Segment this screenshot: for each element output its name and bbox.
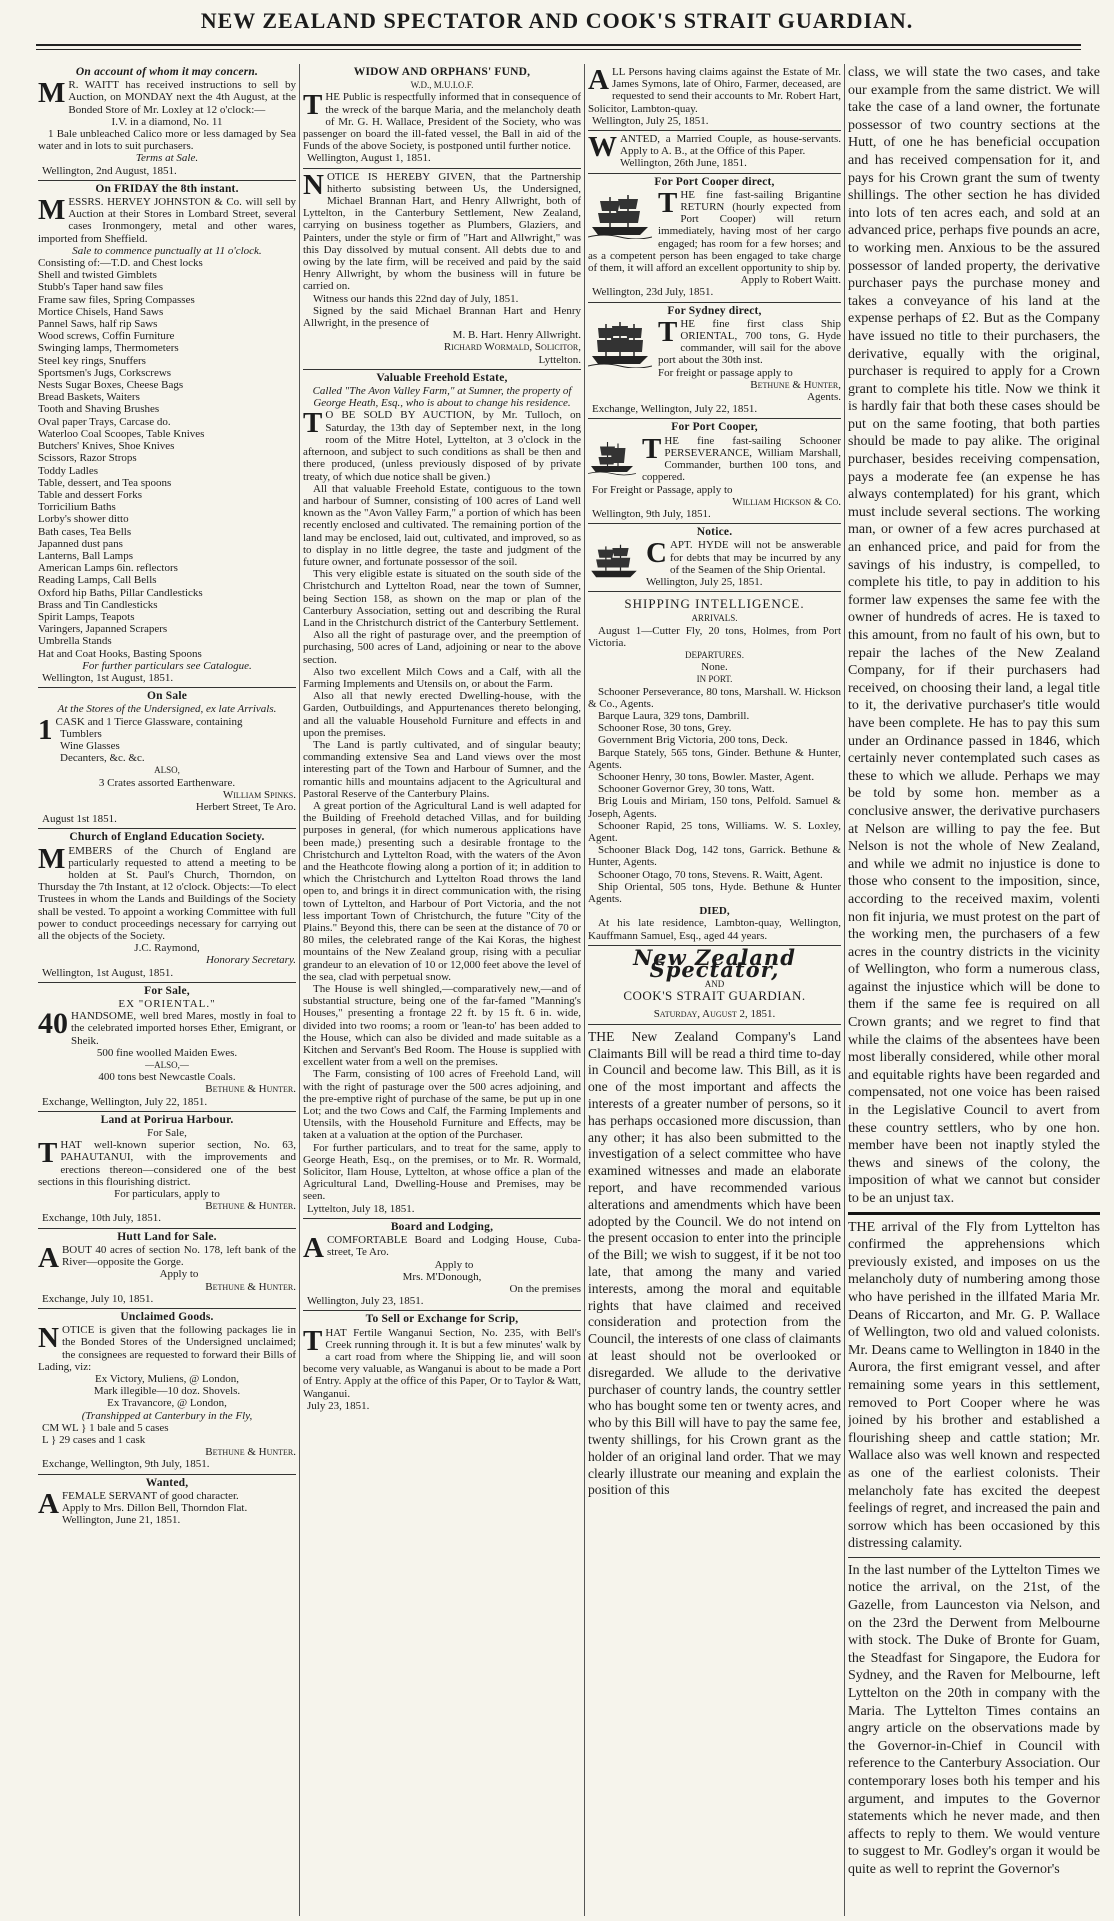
item-list-entry: Table, dessert, and Tea spoons xyxy=(38,476,172,489)
advert-mark: L } 29 cases and 1 cask xyxy=(42,1433,146,1446)
drop-cap: T xyxy=(38,1137,58,1170)
advert-date: Exchange, July 10, 1851. xyxy=(42,1292,154,1305)
advert-apply: Apply to xyxy=(159,1268,199,1281)
advert-address: On the premises xyxy=(509,1282,581,1295)
advert-port-cooper-perseverance xyxy=(588,419,841,524)
item-list-entry: Oval paper Trays, Carcase do. xyxy=(38,415,171,428)
advert-subtitle: Called "The Avon Valley Farm," at Sumner, the property of George Heath, Esq., who is about to change his residence. xyxy=(312,385,572,410)
item-list-entry: Wood screws, Coffin Furniture xyxy=(38,330,175,343)
drop-cap: M xyxy=(38,842,66,875)
advert-title: On Sale xyxy=(146,690,188,703)
advert-line: 500 fine woolled Maiden Ewes. xyxy=(96,1046,238,1059)
advert-date: Wellington, June 21, 1851. xyxy=(61,1514,181,1527)
item-list-entry: Spirit Lamps, Teapots xyxy=(38,610,135,623)
advert-apply: Apply to Robert Waitt. xyxy=(740,274,841,287)
advert-sale-time: Sale to commence punctually at 11 o'clock. xyxy=(72,244,262,257)
advert-title: For Sydney direct, xyxy=(667,304,762,317)
advert-title: Church of England Education Society. xyxy=(69,831,265,844)
advert-date: Wellington, July 23, 1851. xyxy=(307,1295,424,1308)
masthead-rule-thin xyxy=(36,49,1081,50)
advert-title: On FRIDAY the 8th instant. xyxy=(95,182,239,195)
advert-board-lodging xyxy=(303,1219,581,1311)
advert-title: Land at Porirua Harbour. xyxy=(100,1113,234,1126)
advert-scrip xyxy=(303,1311,581,1415)
advert-signature: J.C. Raymond, xyxy=(134,942,200,955)
column-divider xyxy=(844,64,845,1916)
advert-date: July 23, 1851. xyxy=(307,1399,370,1412)
advert-paragraph: The Farm, consisting of 100 acres of Freehold Land, will with the right of pasturage over the 500 acres adjoining, and the pre-emptive right of purchase of the same, be put up in one Lot; and the two Cows and Calf, the Farming Implements and Utensils, with the Household Furniture and Effects, may be taken at a valuation at the option of the Purchaser. xyxy=(303,1068,581,1142)
item-list-entry: Oxford hip Baths, Pillar Candlesticks xyxy=(38,586,203,599)
advert-role: Agents. xyxy=(807,391,841,404)
advert-terms: Terms at Sale. xyxy=(135,152,199,165)
advert-body: COMFORTABLE Board and Lodging House, Cuba-street, Te Aro. xyxy=(326,1234,581,1259)
drop-cap: A xyxy=(588,64,609,96)
advert-freehold-estate xyxy=(303,370,581,1219)
ship-icon xyxy=(588,541,640,581)
drop-cap: N xyxy=(38,1322,59,1355)
item-list-entry: Varingers, Japanned Scrapers xyxy=(38,623,168,636)
advert-also: —ALSO,— xyxy=(145,1060,189,1071)
advert-date: Exchange, Wellington, July 22, 1851. xyxy=(42,1095,208,1108)
advert-line: Ex Victory, Muliens, @ London, xyxy=(95,1372,239,1385)
death-notice: At his late residence, Lambton-quay, Wellington, Kauffmann Samuel, Esq., aged 44 years. xyxy=(588,917,841,942)
advert-line: Mark illegible—10 doz. Shovels. xyxy=(93,1385,241,1398)
drop-cap: A xyxy=(38,1487,59,1520)
item-list-entry: Butchers' Knives, Shoe Knives xyxy=(38,440,175,453)
advert-title: For Port Cooper, xyxy=(671,421,758,434)
shipping-entry: Barque Stately, 565 tons, Ginder. Bethune & Hunter, Agents. xyxy=(588,746,841,771)
advert-for-sale-oriental xyxy=(38,983,296,1112)
advert-date: Wellington, 1st August, 1851. xyxy=(42,671,174,684)
item-list-entry: Scissors, Razor Strops xyxy=(38,452,137,465)
shipping-entry: None. xyxy=(701,661,728,674)
advert-title: Notice. xyxy=(696,526,733,539)
advert-address: Herbert Street, Te Aro. xyxy=(195,800,296,813)
advert-line: 400 tons best Newcastle Coals. xyxy=(98,1071,236,1084)
advert-friday-sale xyxy=(38,181,296,688)
advert-body: OTICE IS HEREBY GIVEN, that the Partnership hitherto subsisting between Us, the Undersigned, Michael Brannan Hart, and Henry Allwright, both of Lyttelton, in the Canterbury Settlement, New Zealand, carrying on business together as Plumbers, Glaziers, and Painters, under the style or firm of "Hart and Allwright," was this Day dissolved by mutual consent. All debts due to and owing by the late firm, will be received and paid by the said Henry Allwright, by whom the business will in future be carried on. xyxy=(303,170,581,293)
column-1 xyxy=(38,64,296,1916)
advert-date: Wellington, 1st August, 1851. xyxy=(42,966,174,979)
advert-signature: M. B. Hart. Henry Allwright. xyxy=(452,329,581,342)
shipping-entry: Barque Laura, 329 tons, Dambrill. xyxy=(598,709,750,722)
item-list-entry: Bath cases, Tea Bells xyxy=(38,525,132,538)
shipping-entry: Schooner Black Dog, 142 tons, Garrick. Bethune & Hunter, Agents. xyxy=(588,844,841,869)
advert-signature: Bethune & Hunter. xyxy=(205,1200,296,1213)
divider xyxy=(848,1557,1100,1558)
item-list-entry: Bread Baskets, Waiters xyxy=(38,391,140,404)
shipping-entry: Government Brig Victoria, 200 tons, Deck. xyxy=(598,734,788,747)
advert-hyde-notice xyxy=(588,524,841,592)
shipping-entry: Schooner Otago, 70 tons, Stevens. R. Waitt, Agent. xyxy=(598,868,823,881)
advert-mark: CM WL } 1 bale and 5 cases xyxy=(42,1421,169,1434)
advert-signature: Mrs. M'Donough, xyxy=(402,1270,482,1283)
advert-symons-estate xyxy=(588,64,841,131)
advert-body: EMBERS of the Church of England are particularly requested to attend a meeting to be holden at St. Paul's Church, Thorndon, on Thursday the 7th Instant, at 12 o'clock. Objects:—To elect Trustees in whom the Lands and Buildings of the Society shall be vested. To appoint a working Committee with full power to conduct proceedings necessary for carrying out all the objects of the Society. xyxy=(38,844,296,943)
drop-cap: T xyxy=(658,186,678,219)
advert-line: 3 Crates assorted Earthenware. xyxy=(98,776,236,789)
editorial-paragraph: In the last number of the Lyttelton Times we notice the arrival, on the 21st, of the Gazelle, from Launceston via Nelson, and on the 23rd the Derwent from Melbourne with stock. The Duke of Bronte for Guam, the Steadfast for Singapore, the Eudora for Sydney, and the Raven for Melbourne, left Lyttelton on the 20th in company with the Maria. The Lyttelton Times contains an angry article on the observations made by the Governor-in-Chief in Council with reference to the Canterbury Association. Our contemporary loses both his temper and his argument, and imputes to the Governor statements which he never made, and then affects to reply to them. We would venture to suggest to Mr. Godley's organ it would be quite as well to reprint the Governor's xyxy=(848,1562,1100,1877)
item-list-entry: Decanters, &c. &c. xyxy=(60,752,145,765)
item-list-entry: Frame saw files, Spring Compasses xyxy=(38,293,195,306)
advert-subtitle: At the Stores of the Undersigned, ex late Arrivals. xyxy=(57,703,277,716)
advert-date: August 1st 1851. xyxy=(42,813,117,826)
shipping-entry: Schooner Henry, 30 tons, Bowler. Master, Agent. xyxy=(598,770,815,783)
drop-cap: M xyxy=(38,194,66,227)
item-list-entry: Wine Glasses xyxy=(60,739,120,752)
item-list-entry: Stubb's Taper hand saw files xyxy=(38,281,164,294)
item-list-entry: Pannel Saws, half rip Saws xyxy=(38,318,158,331)
advert-body: OTICE is given that the following packages lie in the Bonded Stores of the Undersigned unclaimed; the consignees are requested to forward their Bills of Lading, viz: xyxy=(38,1324,296,1373)
advert-title: To Sell or Exchange for Scrip, xyxy=(365,1313,519,1326)
advert-body: ESSRS. HERVEY JOHNSTON & Co. will sell by Auction at their Stores in Lombard Street, several cases Ironmongery, metal and other wares, imported from Sheffield. xyxy=(38,196,296,245)
advert-body: HE fine fast-sailing Brigantine RETURN (hourly expected from Port Cooper) will return immediately, having most of her cargo engaged; has room for a few horses; and as a competent person has been engaged to take charge of them, it will afford an excellent opportunity to ship by. xyxy=(588,188,841,275)
in-port-list xyxy=(588,686,841,906)
column-divider xyxy=(299,64,300,1916)
item-list-entry: Swinging lamps, Thermometers xyxy=(38,342,179,355)
advert-wanted-servant xyxy=(38,1475,296,1530)
advert-line: 1 Bale unbleached Calico more or less damaged by Sea water and in lots to suit purchasers. xyxy=(38,128,296,153)
subsection-title: IN PORT. xyxy=(696,674,733,685)
advert-date: Exchange, 10th July, 1851. xyxy=(42,1212,162,1225)
masthead: NEW ZEALAND SPECTATOR AND COOK'S STRAIT GUARDIAN. xyxy=(200,8,914,33)
advert-body: LL Persons having claims against the Estate of Mr. James Symons, late of Ohiro, Farmer, deceased, are requested to send their accounts to Mr. Robert Hart, Solicitor, Lambton-quay. xyxy=(588,66,841,115)
ship-icon xyxy=(588,320,652,368)
subsection-title: DEPARTURES. xyxy=(685,649,744,660)
advert-waitt xyxy=(38,64,296,181)
item-list-entry: Torricilium Baths xyxy=(38,501,116,514)
advert-also: ALSO, xyxy=(154,765,180,776)
advert-apply: For freight or passage apply to xyxy=(658,366,793,379)
advert-body: HAT Fertile Wanganui Section, No. 235, with Bell's Creek running through it. It is but a few minutes' walk by a cart road from where the Shipping lie, and will soon become very valuable, as Wanganui is about to be made a Port of Entry. Apply at the office of this Paper, Or to Taylor & Watt, Wanganui. xyxy=(303,1326,581,1400)
advert-date: Exchange, Wellington, July 22, 1851. xyxy=(592,403,758,416)
drop-cap: N xyxy=(303,168,324,201)
item-list-entry: Nests Sugar Boxes, Cheese Bags xyxy=(38,379,184,392)
advert-title: Hutt Land for Sale. xyxy=(117,1230,217,1243)
advert-date: Exchange, Wellington, 9th July, 1851. xyxy=(42,1458,210,1471)
advert-on-sale xyxy=(38,688,296,829)
advert-body: HE fine fast-sailing Schooner PERSEVERANCE, William Marshall, Commander, burthen 100 tons, and coppered. xyxy=(642,434,841,484)
advert-paragraph: A great portion of the Agricultural Land is well adapted for the Building of Freehold detached Villas, and for building purposes in general, (for which numerous applications have been made,) presenting such a desirable frontage to the Christchurch and Lyttelton Road, with the waters of the Avon and the Heathcote flowing along a portion of it; in addition to which the Christchurch and Lyttelton Road throws the land open to, and brings it in direct communication with, the rising town of Lyttelton, and Harbour of Port Victoria, and the not less important Town of Christchurch, the future "City of the Plains." Beyond this, there can be seen at the distance of 70 or 80 miles, the celebrated range of the Kai Koras, the highest mountains of the New Zealand group, rising with a peculiar grandeur to an elevation of 10 or 12,000 feet above the level of the sea, clad with perpetual snow. xyxy=(303,799,581,983)
advert-body: HAT well-known superior section, No. 63, PAHAUTANUI, with the improvements and erections thereon—considered one of the best sections in this flourishing district. xyxy=(38,1139,296,1188)
advert-body: FEMALE SERVANT of good character. xyxy=(61,1489,239,1502)
advert-subtitle: For Sale, xyxy=(147,1127,187,1140)
masthead-rule xyxy=(36,44,1081,46)
item-list-entry: Sportsmen's Jugs, Corkscrews xyxy=(38,366,172,379)
item-list-entry: Table and dessert Forks xyxy=(38,488,143,501)
item-list-entry: Reading Lamps, Call Bells xyxy=(38,574,157,587)
advert-body: HANDSOME, well bred Mares, mostly in foal to the celebrated imported horses Ether, Emigrant, or Sheik. xyxy=(71,1010,296,1047)
advert-partnership-notice xyxy=(303,169,581,370)
item-list-entry: Waterloo Coal Scoopes, Table Knives xyxy=(38,427,205,440)
advert-paragraph: The Land is partly cultivated, and of singular beauty; commanding extensive Sea and Land views over the most interesting part of the Town and Harbour of Sumner, and the romantic hills and mountains adjacent to the Agricultural and Pastoral Reserve of the Canterbury Plains. xyxy=(303,738,581,800)
advert-subtitle: EX "ORIENTAL." xyxy=(118,998,216,1011)
advert-date: Lyttelton, July 18, 1851. xyxy=(307,1202,415,1215)
advert-date: Wellington, August 1, 1851. xyxy=(307,152,431,165)
drop-cap: T xyxy=(658,315,678,348)
advert-signature: Bethune & Hunter, xyxy=(750,378,841,391)
shipping-intelligence xyxy=(588,592,841,946)
subsection-title: ARRIVALS. xyxy=(691,613,738,624)
item-list-entry: Japanned dust pans xyxy=(38,537,123,550)
advert-line: (Transhipped at Canterbury in the Fly, xyxy=(81,1409,253,1422)
advert-title: Board and Lodging, xyxy=(390,1220,494,1233)
advert-paragraph: This very eligible estate is situated on the south side of the Christchurch and Lyttelton Road, near the town of Sumner, being Section 158, as shown on the map or plan of the Canterbury Association, setting out and describing the Rural Land in the Christchurch district of the Canterbury Settlement. xyxy=(303,568,581,629)
ship-icon xyxy=(588,437,636,477)
advert-signature: William Hickson & Co. xyxy=(732,495,841,508)
advert-paragraph: The House is well shingled,—comparatively new,—and of substantial structure, being one of the far-famed "Manning's Houses," presenting a frontage 22 ft. by 15 ft. 6 in. wide, divided into two rooms; a room or 'lean-to' has been added to the House, which can also be divided and made suitable as a Kitchen and Servant's Bed Room. The House is supplied with excellent water from a well on the premises. xyxy=(303,983,581,1069)
advert-paragraph: For further particulars, and to treat for the same, apply to George Heath, Esq., on the premises, or to Mr. R. Wormald, Solicitor, Ilam House, Lyttelton, at whose office a plan of the Agricultural Land, Dwelling-House and Premises, may be seen. xyxy=(303,1141,581,1203)
divider xyxy=(848,1212,1100,1215)
advert-body: BOUT 40 acres of section No. 178, left bank of the River—opposite the Gorge. xyxy=(61,1243,296,1269)
advert-paragraph: Also two excellent Milch Cows and a Calf, with all the Farming Implements and Utensils on, or about the Farm. xyxy=(303,665,581,690)
item-list-entry: Mortice Chisels, Hand Saws xyxy=(38,305,164,318)
advert-body: O BE SOLD BY AUCTION, by Mr. Tulloch, on Saturday, the 13th day of September next, in the long room of the Mitre Hotel, Lyttelton, at 3 o'clock in the afternoon, and subject to such conditions as shall be then and there produced, (unless previously disposed of by private treaty, of which due notice shall be given.) xyxy=(303,409,581,483)
item-list-entry: Shell and twisted Gimblets xyxy=(38,269,157,282)
subsection-title: DIED, xyxy=(699,905,730,918)
drop-number: 40 xyxy=(38,1007,68,1041)
advert-address: Lyttelton. xyxy=(538,353,581,366)
editorial-date: Saturday, August 2, 1851. xyxy=(653,1007,776,1020)
shipping-entry: Schooner Perseverance, 80 tons, Marshall. W. Hickson & Co., Agents. xyxy=(588,685,841,710)
item-list xyxy=(38,728,296,765)
advert-church xyxy=(38,829,296,982)
column-3 xyxy=(588,64,841,1916)
column-divider xyxy=(584,64,585,1916)
item-list-entry: Lorby's shower ditto xyxy=(38,513,129,526)
advert-port-cooper-return xyxy=(588,174,841,303)
drop-cap: T xyxy=(303,1324,323,1357)
item-list-entry: Umbrella Stands xyxy=(38,635,112,648)
item-list-entry: Tooth and Shaving Brushes xyxy=(38,403,160,416)
advert-line: Signed by the said Michael Brannan Hart and Henry Allwright, in the presence of xyxy=(303,304,581,330)
advert-paragraph: All that valuable Freehold Estate, contiguous to the town and harbour of Sumner, consisting of 100 acres of Land well known as the "Avon Valley Farm," a portion of which has been recently enclosed and cultivated. The remaining portion of the land may be enclosed, laid out, cultivated, and improved, so as to display in no little degree, the taste and judgment of the future owner, and fortunate possessor of the soil. xyxy=(303,482,581,568)
item-list-entry: Hat and Coat Hooks, Basting Spoons xyxy=(38,647,202,660)
advert-signature: Bethune & Hunter. xyxy=(205,1280,296,1293)
advert-apply: For Freight or Passage, apply to xyxy=(592,483,733,496)
advert-title: For Sale, xyxy=(144,984,190,997)
advert-date: Wellington, July 25, 1851. xyxy=(592,114,709,127)
drop-cap: T xyxy=(303,407,323,440)
advert-unclaimed-goods xyxy=(38,1309,296,1475)
advert-role: Honorary Secretary. xyxy=(205,954,296,967)
advert-signature: Bethune & Hunter. xyxy=(205,1083,296,1096)
advert-body: ANTED, a Married Couple, as house-servants. Apply to A. B., at the Office of this Paper. xyxy=(620,133,841,158)
shipping-entry: August 1—Cutter Fly, 20 tons, Holmes, from Port Victoria. xyxy=(588,624,841,649)
advert-body: CASK and 1 Tierce Glassware, containing xyxy=(55,715,243,728)
advert-body: APT. HYDE will not be answerable for debts that may be incurred by any of the Seamen of the Ship Oriental. xyxy=(669,539,841,576)
ship-icon xyxy=(588,191,652,239)
advert-date: Wellington, 9th July, 1851. xyxy=(592,507,711,520)
item-list-entry: Brass and Tin Candlesticks xyxy=(38,598,158,611)
advert-title: Unclaimed Goods. xyxy=(120,1310,214,1323)
editorial-continuation: class, we will state the two cases, and take our example from the same district. We will take the case of a land owner, the fortunate possessor of two country sections at the Hutt, of one he has beneficial occupation and has received compensation for it, and pays for his Crown grant the sum of twenty shillings. The other section he has divided into lots of ten acres each, and sold at an advanced price, perhaps five pounds an acre, to working men. Anxious to be the assured possessor of landed property, the derivative purchaser pays the purchase money and takes a conveyance of his land at the expense perhaps of £2. But as the Company have issued no title to their purchasers, the derivative, equally with the original, purchaser is required to apply for a Crown grant to complete his title. Now we think it is hardly fair that both these cases should be put on the same footing, that both parties should be made to pay alike. The original purchaser, besides receiving compensation, pays a moderate fee (an expense he has always contemplated) for his grant, which must include several sections. The working man, or owner of a few acres purchased at an enhanced price, and paid for from the savings of his industry, is compelled, to complete his title, to pay in addition to his former law expenses the same fee with the owner of hundreds of acres. He is taxed to this amount, from no fault of his own, but to repair the laches of the New Zealand Company, for if their purchasers had received, on choosing their land, a legal title to it, the derivative purchaser's title would have been complete. He has to pay this sum under an Ordinance passed in 1846, which certainly never contemplated such cases as these to which we allude. Perhaps we may be told by some hon. member as a conclusive answer, the derivative purchasers at Nelson are willing to pay the fee. But Nelson is not the whole of New Zealand, and while we admit no injustice is done to those who consent to the imposition, since, according to the received maxim, volenti non fit injuria, we must protest on the part of the working men, the purchasers of a few acres in the country districts in the vicinity of Wellington, who form a numerous class, against the injustice which will be done to them if the same fee is required on all Crown grants; and we regret to find that while the claims of the absentees have been most liberally considered, while other moral and equitable rights have been regarded and compensated, not one voice has been raised in the Legislative Council to avert from these country settlers, who by one hon. member have been not inaptly styled the thews and sinews of the colony, the imposition of what we cannot but consider to be an unjust tax. xyxy=(848,65,1100,1206)
paper-title: New Zealand Spectator, xyxy=(633,944,796,983)
editorial-paragraph: THE arrival of the Fly from Lyttelton has confirmed the apprehensions which previously existed, and imposes on us the melancholy duty of numbering among those who have perished in the illfated Maria Mr. Deans of Riccarton, and Mr. G. P. Wallace of Wellington, two old and valued colonists. Mr. Deans came to Wellington in 1840 in the Aurora, the first emigrant vessel, and after remaining some years in this settlement, removed to Port Cooper where he was joined by his brother and established a flourishing sheep and cattle station; Mr. Wallace also was well known and respected as one of the earliest colonists. Their melancholy fate has excited the deepest feelings of regret, and increased the pain and sorrow which has been occasioned by this distressing calamity. xyxy=(848,1219,1100,1552)
advert-paragraph: Also all the right of pasturage over, and the preemption of purchasing, 500 acres of Land, adjoining or near to the above section. xyxy=(303,629,581,666)
shipping-entry: Brig Louis and Miriam, 150 tons, Pelfold. Samuel & Joseph, Agents. xyxy=(588,795,841,820)
advert-sydney-direct xyxy=(588,303,841,420)
drop-cap: T xyxy=(642,432,662,465)
advert-subtitle: W.D., M.U.I.O.F. xyxy=(410,80,474,91)
drop-cap: M xyxy=(38,77,66,110)
shipping-entry: Schooner Rose, 30 tons, Grey. xyxy=(598,722,732,735)
drop-cap: W xyxy=(588,131,617,164)
section-title: SHIPPING INTELLIGENCE. xyxy=(624,596,805,612)
advert-signature: Bethune & Hunter. xyxy=(205,1446,296,1459)
item-list-entry: Toddy Ladles xyxy=(38,464,99,477)
drop-cap: A xyxy=(303,1232,324,1265)
advert-title: Valuable Freehold Estate, xyxy=(376,371,508,384)
advert-note: For further particulars see Catalogue. xyxy=(82,659,252,672)
paper-title-and: AND xyxy=(704,979,725,990)
advert-date: Wellington, 23d July, 1851. xyxy=(592,286,714,299)
column-2 xyxy=(303,64,581,1916)
advert-hutt-land xyxy=(38,1229,296,1309)
advert-body: HE fine first class Ship ORIENTAL, 700 tons, G. Hyde commander, will sail for the above port about the 30th inst. xyxy=(658,317,841,367)
advert-apply: Apply to Mrs. Dillon Bell, Thorndon Flat. xyxy=(61,1501,248,1514)
advert-date: Wellington, 26th June, 1851. xyxy=(620,157,747,170)
advert-apply: For particulars, apply to xyxy=(114,1188,220,1201)
advert-apply: Apply to xyxy=(434,1258,474,1271)
advert-line: Witness our hands this 22nd day of July, 1851. xyxy=(313,292,519,305)
advert-date: Wellington, 2nd August, 1851. xyxy=(42,164,177,177)
advert-title: On account of whom it may concern. xyxy=(75,66,259,78)
drop-cap: 1 xyxy=(38,713,53,746)
drop-cap: T xyxy=(303,89,323,122)
advert-title: WIDOW AND ORPHANS' FUND, xyxy=(353,66,531,78)
advert-paragraph: Also all that newly erected Dwelling-house, with the Garden, Outbuildings, and Appurtenances thereto belonging, and all the valuable Household Furniture and effects in and upon the premises. xyxy=(303,690,581,739)
advert-line: I.V. in a diamond, No. 11 xyxy=(111,115,223,128)
shipping-entry: Schooner Rapid, 25 tons, Williams. W. S. Loxley, Agent. xyxy=(588,819,841,844)
item-list-entry: Lanterns, Ball Lamps xyxy=(38,549,134,562)
advert-married-couple xyxy=(588,131,841,174)
advert-body: HE Public is respectfully informed that in consequence of the wreck of the barque Maria, and the melancholy death of Mr. G. H. Wallace, President of the Society, who was passenger on board the ill-fated vessel, the Ball in aid of the Funds of the above Society, is postponed until further notice. xyxy=(303,91,581,153)
advert-body: R. WAITT has received instructions to sell by Auction, on MONDAY next the 4th August, at the Bonded Store of Mr. Loxley at 12 o'clock:— xyxy=(68,79,296,116)
editorial xyxy=(588,944,841,1499)
advert-widow-fund xyxy=(303,64,581,169)
advert-date: Wellington, July 25, 1851. xyxy=(646,575,763,588)
advert-signature: William Spinks. xyxy=(222,788,296,801)
drop-cap: C xyxy=(646,537,667,570)
shipping-entry: Schooner Governor Grey, 30 tons, Watt. xyxy=(598,783,775,796)
shipping-entry: Ship Oriental, 505 tons, Hyde. Bethune & Hunter Agents. xyxy=(588,880,841,905)
advert-signature: Richard Wormald, Solicitor, xyxy=(443,341,581,354)
column-4 xyxy=(848,64,1100,1916)
advert-title: For Port Cooper direct, xyxy=(654,175,775,188)
item-list-entry: American Lamps 6in. reflectors xyxy=(38,562,178,575)
divider xyxy=(588,1024,841,1025)
item-list-entry: Consisting of:—T.D. and Chest locks xyxy=(38,257,203,270)
item-list-entry: Tumblers xyxy=(60,727,102,740)
drop-cap: A xyxy=(38,1241,59,1274)
advert-line: Ex Travancore, @ London, xyxy=(107,1397,227,1410)
item-list-entry: Steel key rings, Snuffers xyxy=(38,354,146,367)
advert-porirua xyxy=(38,1112,296,1229)
item-list xyxy=(38,257,296,660)
editorial-body: THE New Zealand Company's Land Claimants Bill will be read a third time to-day in Council and become law. This Bill, as it is one of the most important and affects the interests of a greater number of persons, so it has perhaps occasioned more discussion, than any other; it has also been submitted to the investigation of a select committee who have examined witnesses and made an elaborate report, and have recommended various alterations and amendments which have been adopted by the Council. We do not intend on the present occasion to enter into the principle of the Bill; we wish to suggest, if it be not too late, that among the many and varied interests, among the moral and equitable rights that have claimed and received consideration and protection from the Council, the interests of one class of claimants at least should not be overlooked or disregarded. We allude to the derivative purchaser of country lands, the country settler who has bought some ten or twenty acres, and who by this Bill will have to pay the same fee, twenty shillings, for his Crown grant as the holder of an original land order. That we may clearly illustrate our meaning and explain the position of this xyxy=(588,1028,841,1498)
paper-subtitle: COOK'S STRAIT GUARDIAN. xyxy=(623,988,806,1004)
advert-title: Wanted, xyxy=(145,1476,189,1489)
